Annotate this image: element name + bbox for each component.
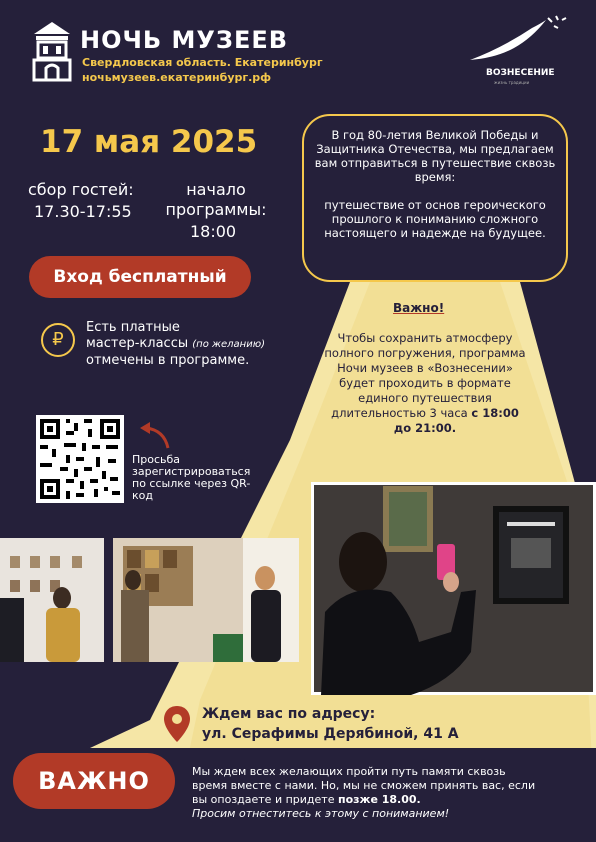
important-note-text xyxy=(324,331,526,436)
curved-arrow-icon xyxy=(136,420,172,450)
start-time: 18:00 xyxy=(190,222,237,241)
feather-logo-icon xyxy=(462,14,574,68)
partner-tagline: жизнь традиции xyxy=(494,80,530,85)
qr-code[interactable] xyxy=(36,415,124,503)
warning-text xyxy=(192,765,542,821)
festival-url[interactable]: ночьмузеев.екатеринбург.рф xyxy=(82,71,272,84)
gather-label: сбор гостей: xyxy=(28,180,134,199)
warning-body: Мы ждем всех желающих пройти путь памяти сквозь время вместе с нами. Но, мы не сможем принять вас, если вы опоздаете и придете xyxy=(192,765,536,806)
paid-note: (по желанию) xyxy=(192,339,266,350)
address-value: ул. Серафимы Дерябиной, 41 А xyxy=(202,726,459,742)
festival-title: НОЧЬ МУЗЕЕВ xyxy=(80,26,289,54)
info-para2: путешествие от основ героического прошлого к пониманию сложного настоящего и надежде на будущее. xyxy=(324,198,546,240)
gather-time: 17.30-17:55 xyxy=(34,202,132,221)
paid-line3: отмечены в программе. xyxy=(86,353,250,368)
info-para1: В год 80-летия Великой Победы и Защитника Отечества, мы предлагаем вам отправиться в путешествие сквозь время: xyxy=(314,128,556,184)
start-label: начало программы: xyxy=(165,180,267,219)
location-pin-icon xyxy=(162,704,192,744)
paid-line1: Есть платные xyxy=(86,320,180,335)
warning-italic: Просим отнеститесь к этому с пониманием! xyxy=(192,807,450,820)
region-text: Свердловская область. Екатеринбург xyxy=(82,56,323,69)
warning-bold: позже 18.00. xyxy=(337,793,421,806)
photo-exhibition-1 xyxy=(0,538,104,662)
paid-line2: мастер-классы xyxy=(86,336,189,351)
paid-workshops-text xyxy=(86,320,296,369)
info-box xyxy=(302,114,568,282)
address-label: Ждем вас по адресу: xyxy=(202,706,376,722)
important-badge: ВАЖНО xyxy=(13,753,175,809)
important-note-title: Важно! xyxy=(393,301,445,315)
important-note-time: с 18:00 до 21:00. xyxy=(393,406,519,435)
event-date: 17 мая 2025 xyxy=(40,124,258,160)
photo-exhibition-2 xyxy=(113,538,299,662)
important-note-body: Чтобы сохранить атмосферу полного погружения, программа Ночи музеев в «Вознесении» будет проходить в формате единого путешествия длительностью 3 часа xyxy=(324,331,526,420)
museum-building-icon xyxy=(30,20,74,82)
photo-visitor-phone xyxy=(311,482,596,695)
partner-name: ВОЗНЕСЕНИЕ xyxy=(486,68,555,78)
ruble-icon: ₽ xyxy=(41,323,75,357)
free-entry-button[interactable]: Вход бесплатный xyxy=(29,256,251,298)
qr-instruction: Просьба зарегистрироваться по ссылке через QR-код xyxy=(132,453,251,502)
